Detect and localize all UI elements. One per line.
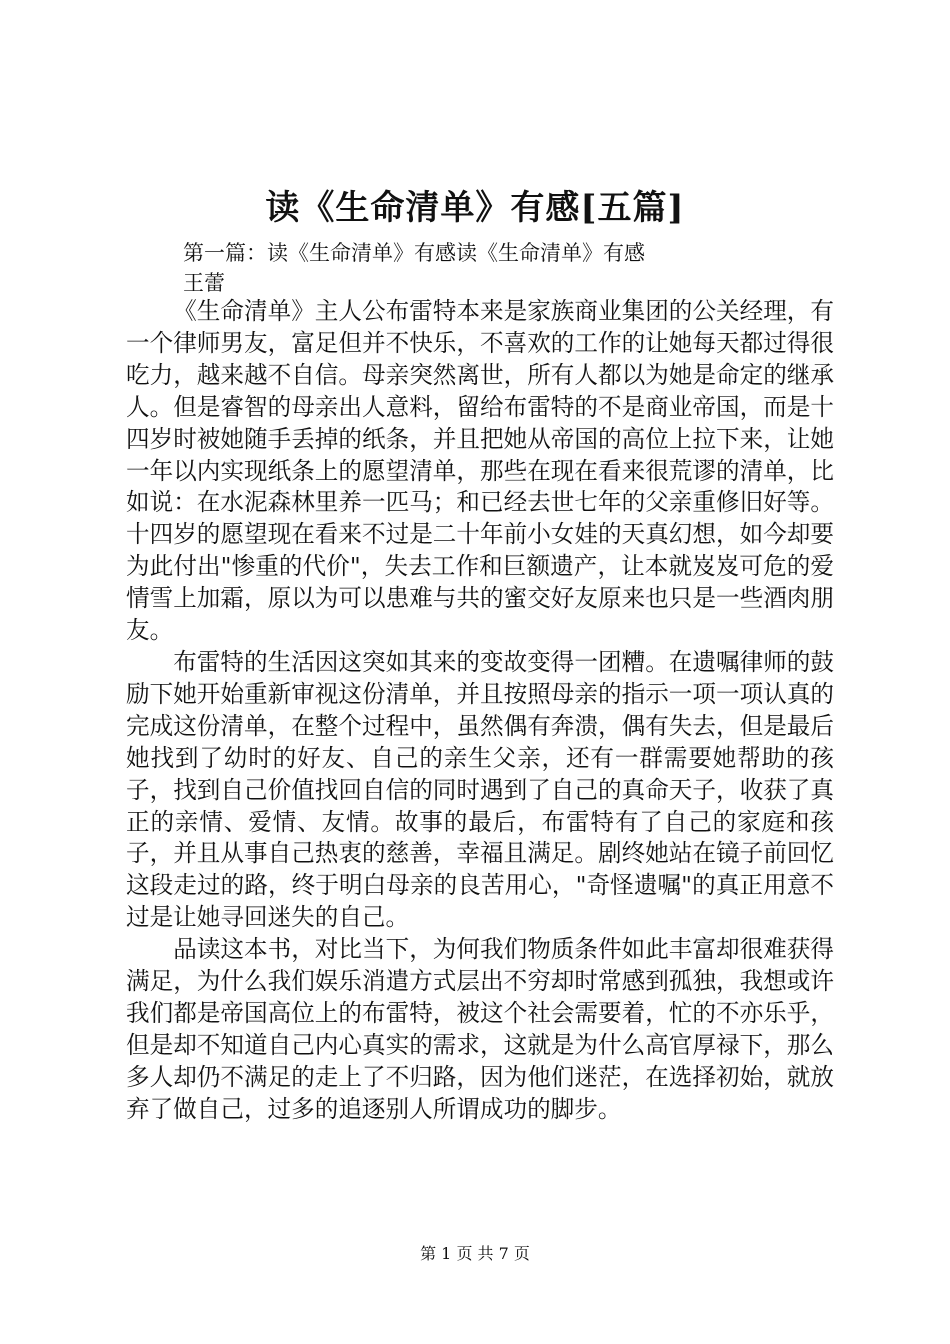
paragraph: 《生命清单》主人公布雷特本来是家族商业集团的公关经理，有一个律师男友，富足但并不快乐，不喜欢的工作的让她每天都过得很吃力，越来越不自信。母亲突然离世，所有人都以为她是命定的继承人。但是睿智的母亲出人意料，留给布雷特的不是商业帝国，而是十四岁时被她随手丢掉的纸条，并且把她从帝国的高位上拉下来，让她一年以内实现纸条上的愿望清单，那些在现在看来很荒谬的清单，比如说：在水泥森林里养一匹马；和已经去世七年的父亲重修旧好等。十四岁的愿望现在看来不过是二十年前小女娃的天真幻想，如今却要为此付出"惨重的代价"，失去工作和巨额遗产，让本就岌岌可危的爱情雪上加霜，原以为可以患难与共的蜜交好友原来也只是一些酒肉朋友。 — [126, 297, 834, 645]
document-title: 读《生命清单》有感[五篇] — [265, 188, 685, 228]
document-body — [126, 296, 834, 1126]
document-subtitle: 第一篇：读《生命清单》有感读《生命清单》有感 — [183, 241, 645, 265]
page-footer: 第 1 页 共 7 页 — [420, 1244, 530, 1263]
paragraph: 品读这本书，对比当下，为何我们物质条件如此丰富却很难获得满足，为什么我们娱乐消遣方式层出不穷却时常感到孤独，我想或许我们都是帝国高位上的布雷特，被这个社会需要着，忙的不亦乐乎，但是却不知道自己内心真实的需求，这就是为什么高官厚禄下，那么多人却仍不满足的走上了不归路，因为他们迷茫，在选择初始，就放弃了做自己，过多的追逐别人所谓成功的脚步。 — [126, 935, 834, 1123]
document-author: 王蕾 — [183, 271, 225, 295]
paragraph: 布雷特的生活因这突如其来的变故变得一团糟。在遗嘱律师的鼓励下她开始重新审视这份清单，并且按照母亲的指示一项一项认真的完成这份清单，在整个过程中，虽然偶有奔溃，偶有失去，但是最后她找到了幼时的好友、自己的亲生父亲，还有一群需要她帮助的孩子，找到自己价值找回自信的同时遇到了自己的真命天子，收获了真正的亲情、爱情、友情。故事的最后，布雷特有了自己的家庭和孩子，并且从事自己热衷的慈善，幸福且满足。剧终她站在镜子前回忆这段走过的路，终于明白母亲的良苦用心，"奇怪遗嘱"的真正用意不过是让她寻回迷失的自己。 — [126, 647, 834, 932]
